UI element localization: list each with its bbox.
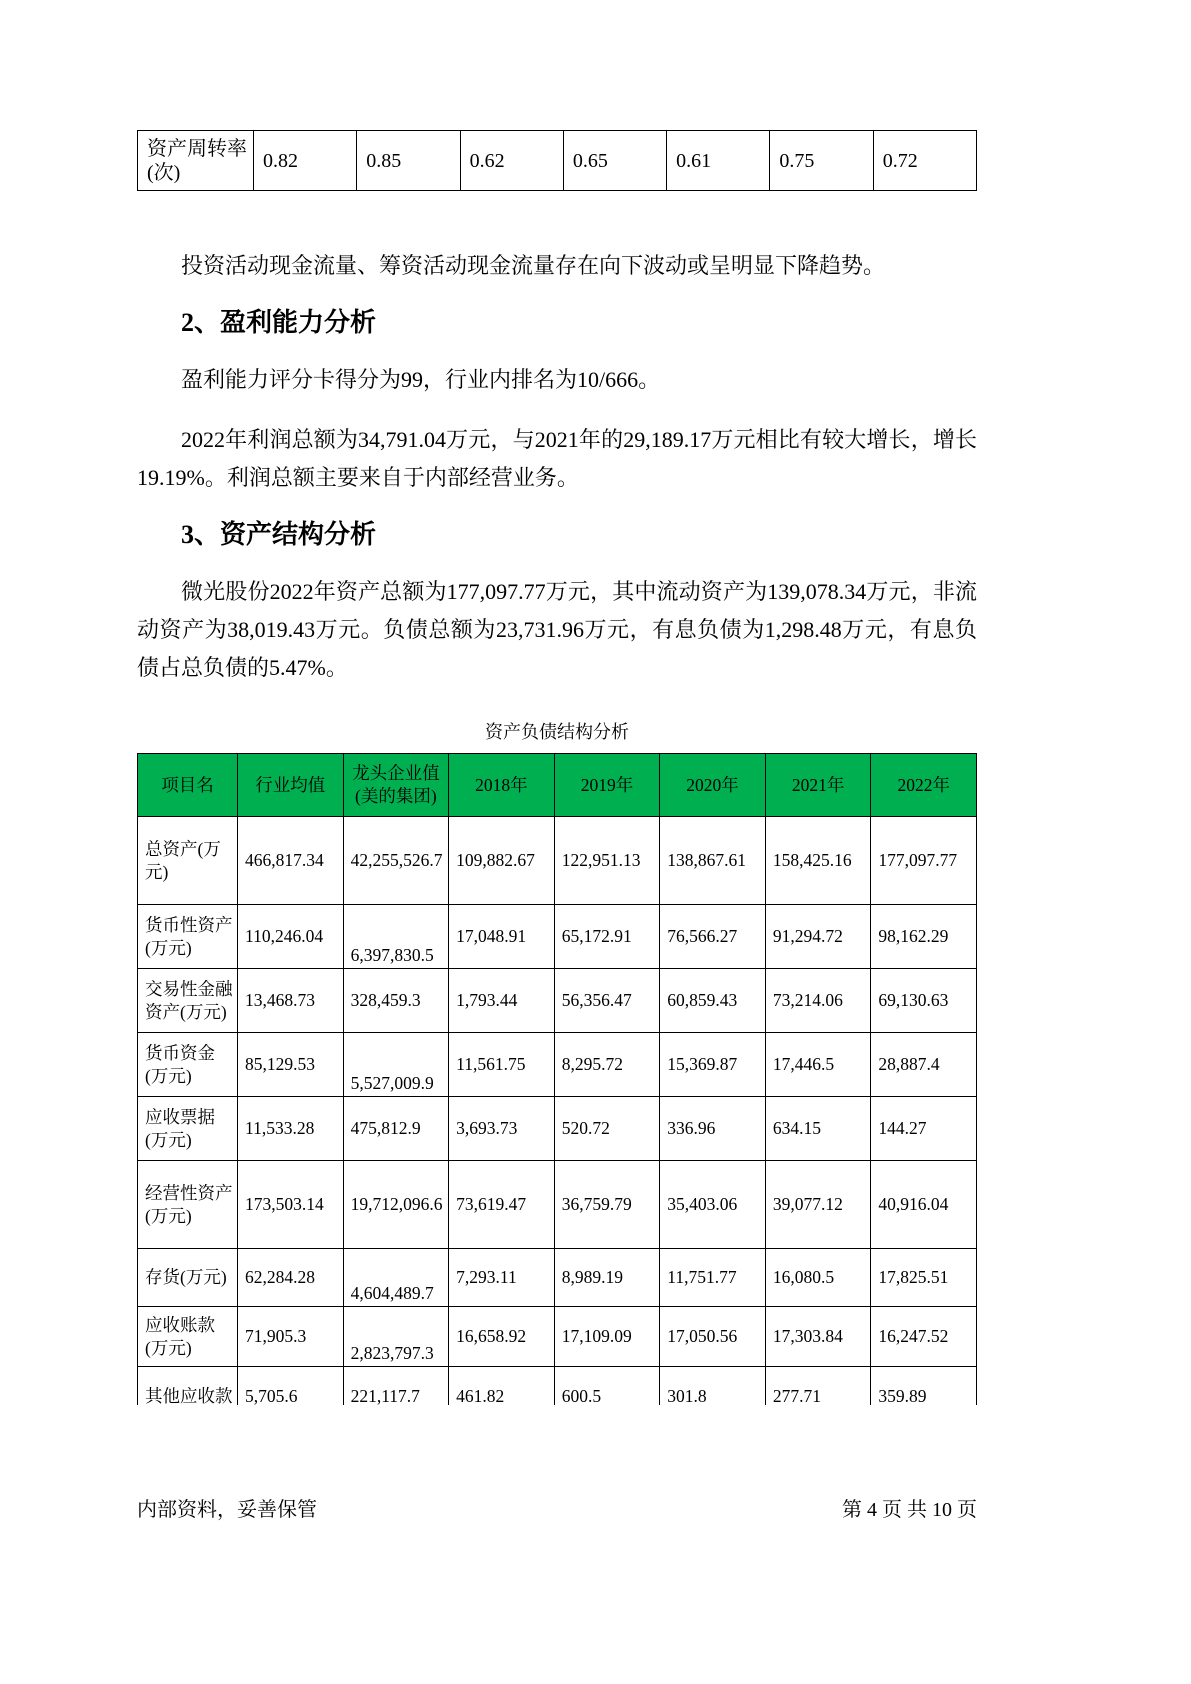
footer-confidential-note: 内部资料，妥善保管	[137, 1499, 317, 1521]
balance-row-label: 其他应收款	[138, 1367, 238, 1406]
balance-value-cell: 158,425.16	[765, 817, 871, 905]
balance-row-label: 经营性资产(万元)	[138, 1161, 238, 1249]
balance-row-label: 应收账款(万元)	[138, 1307, 238, 1367]
balance-value-cell: 277.71	[765, 1367, 871, 1406]
balance-row-label: 存货(万元)	[138, 1249, 238, 1307]
balance-value-cell: 16,080.5	[765, 1249, 871, 1307]
balance-header-cell: 2019年	[554, 754, 660, 817]
balance-value-cell: 39,077.12	[765, 1161, 871, 1249]
balance-value-cell: 56,356.47	[554, 969, 660, 1033]
heading-profitability-analysis: 2、盈利能力分析	[181, 308, 377, 337]
balance-table-row	[138, 817, 977, 905]
balance-value-cell: 7,293.11	[449, 1249, 555, 1307]
balance-table-row	[138, 1161, 977, 1249]
balance-table-row	[138, 1249, 977, 1307]
balance-table-row	[138, 969, 977, 1033]
balance-value-cell: 11,561.75	[449, 1033, 555, 1097]
balance-value-cell: 122,951.13	[554, 817, 660, 905]
turnover-value-cell: 0.75	[770, 131, 873, 191]
balance-value-cell: 17,303.84	[765, 1307, 871, 1367]
balance-value-cell: 5,705.6	[238, 1367, 344, 1406]
balance-value-cell: 2,823,797.3	[343, 1307, 449, 1367]
balance-table-row	[138, 1307, 977, 1367]
balance-value-cell: 109,882.67	[449, 817, 555, 905]
balance-value-cell: 17,109.09	[554, 1307, 660, 1367]
balance-table-body	[138, 817, 977, 1406]
balance-value-cell: 475,812.9	[343, 1097, 449, 1161]
page-footer	[137, 1497, 977, 1523]
balance-value-cell: 17,050.56	[660, 1307, 766, 1367]
balance-value-cell: 634.15	[765, 1097, 871, 1161]
balance-header-cell: 2021年	[765, 754, 871, 817]
balance-value-cell: 15,369.87	[660, 1033, 766, 1097]
balance-value-cell: 5,527,009.9	[343, 1033, 449, 1097]
paragraph-profitability-score: 盈利能力评分卡得分为99，行业内排名为10/666。	[181, 367, 661, 392]
balance-value-cell: 173,503.14	[238, 1161, 344, 1249]
balance-value-cell: 110,246.04	[238, 905, 344, 969]
balance-value-cell: 35,403.06	[660, 1161, 766, 1249]
balance-value-cell: 600.5	[554, 1367, 660, 1406]
balance-value-cell: 62,284.28	[238, 1249, 344, 1307]
balance-row-label: 应收票据(万元)	[138, 1097, 238, 1161]
balance-value-cell: 520.72	[554, 1097, 660, 1161]
asset-turnover-table	[137, 130, 977, 191]
paragraph-cashflow-trend: 投资活动现金流量、筹资活动现金流量存在向下波动或呈明显下降趋势。	[181, 253, 886, 278]
balance-value-cell: 69,130.63	[871, 969, 977, 1033]
paragraph-profit-total: 2022年利润总额为34,791.04万元，与2021年的29,189.17万元相比有较大增长，增长19.19%。利润总额主要来自于内部经营业务。	[137, 427, 977, 490]
balance-table-header	[138, 754, 977, 817]
balance-value-cell: 19,712,096.6	[343, 1161, 449, 1249]
balance-value-cell: 4,604,489.7	[343, 1249, 449, 1307]
turnover-value-cell: 0.85	[357, 131, 460, 191]
balance-value-cell: 301.8	[660, 1367, 766, 1406]
balance-value-cell: 466,817.34	[238, 817, 344, 905]
turnover-value-cell: 0.62	[460, 131, 563, 191]
balance-header-cell: 行业均值	[238, 754, 344, 817]
balance-value-cell: 73,619.47	[449, 1161, 555, 1249]
balance-value-cell: 85,129.53	[238, 1033, 344, 1097]
balance-header-cell: 2022年	[871, 754, 977, 817]
balance-value-cell: 60,859.43	[660, 969, 766, 1033]
balance-value-cell: 6,397,830.5	[343, 905, 449, 969]
asset-liability-structure-table	[137, 753, 977, 1405]
balance-value-cell: 91,294.72	[765, 905, 871, 969]
balance-value-cell: 11,751.77	[660, 1249, 766, 1307]
balance-value-cell: 461.82	[449, 1367, 555, 1406]
balance-value-cell: 13,468.73	[238, 969, 344, 1033]
turnover-row-label: 资产周转率(次)	[138, 131, 254, 191]
balance-value-cell: 1,793.44	[449, 969, 555, 1033]
balance-value-cell: 138,867.61	[660, 817, 766, 905]
balance-value-cell: 16,658.92	[449, 1307, 555, 1367]
balance-value-cell: 8,989.19	[554, 1249, 660, 1307]
balance-value-cell: 359.89	[871, 1367, 977, 1406]
balance-value-cell: 17,825.51	[871, 1249, 977, 1307]
balance-header-cell: 项目名	[138, 754, 238, 817]
balance-value-cell: 3,693.73	[449, 1097, 555, 1161]
balance-row-label: 货币资金(万元)	[138, 1033, 238, 1097]
balance-table-row	[138, 1033, 977, 1097]
balance-table-row	[138, 1097, 977, 1161]
balance-value-cell: 8,295.72	[554, 1033, 660, 1097]
balance-value-cell: 17,446.5	[765, 1033, 871, 1097]
balance-value-cell: 73,214.06	[765, 969, 871, 1033]
balance-row-label: 交易性金融资产(万元)	[138, 969, 238, 1033]
balance-table-title: 资产负债结构分析	[485, 722, 629, 742]
paragraph-asset-structure: 微光股份2022年资产总额为177,097.77万元，其中流动资产为139,078.34万元，非流动资产为38,019.43万元。负债总额为23,731.96万元，有息负债为1,298.48万元，有息负债占总负债的5.47%。	[137, 579, 977, 680]
balance-value-cell: 98,162.29	[871, 905, 977, 969]
balance-value-cell: 42,255,526.7	[343, 817, 449, 905]
balance-value-cell: 28,887.4	[871, 1033, 977, 1097]
turnover-value-cell: 0.72	[873, 131, 976, 191]
turnover-row	[138, 131, 977, 191]
balance-table-clip-region	[137, 753, 977, 1405]
heading-asset-structure-analysis: 3、资产结构分析	[181, 520, 377, 549]
balance-value-cell: 65,172.91	[554, 905, 660, 969]
turnover-value-cell: 0.65	[563, 131, 666, 191]
balance-value-cell: 40,916.04	[871, 1161, 977, 1249]
balance-value-cell: 177,097.77	[871, 817, 977, 905]
balance-table-row	[138, 1367, 977, 1406]
balance-value-cell: 328,459.3	[343, 969, 449, 1033]
balance-table-header-row	[138, 754, 977, 817]
balance-header-cell: 龙头企业值(美的集团)	[343, 754, 449, 817]
balance-header-cell: 2020年	[660, 754, 766, 817]
balance-value-cell: 221,117.7	[343, 1367, 449, 1406]
balance-value-cell: 16,247.52	[871, 1307, 977, 1367]
balance-value-cell: 17,048.91	[449, 905, 555, 969]
balance-value-cell: 76,566.27	[660, 905, 766, 969]
footer-page-number: 第 4 页 共 10 页	[842, 1499, 977, 1521]
turnover-value-cell: 0.82	[254, 131, 357, 191]
balance-table-row	[138, 905, 977, 969]
balance-row-label: 总资产(万元)	[138, 817, 238, 905]
balance-value-cell: 11,533.28	[238, 1097, 344, 1161]
turnover-value-cell: 0.61	[667, 131, 770, 191]
balance-row-label: 货币性资产(万元)	[138, 905, 238, 969]
balance-value-cell: 336.96	[660, 1097, 766, 1161]
balance-value-cell: 144.27	[871, 1097, 977, 1161]
balance-value-cell: 71,905.3	[238, 1307, 344, 1367]
balance-value-cell: 36,759.79	[554, 1161, 660, 1249]
balance-header-cell: 2018年	[449, 754, 555, 817]
